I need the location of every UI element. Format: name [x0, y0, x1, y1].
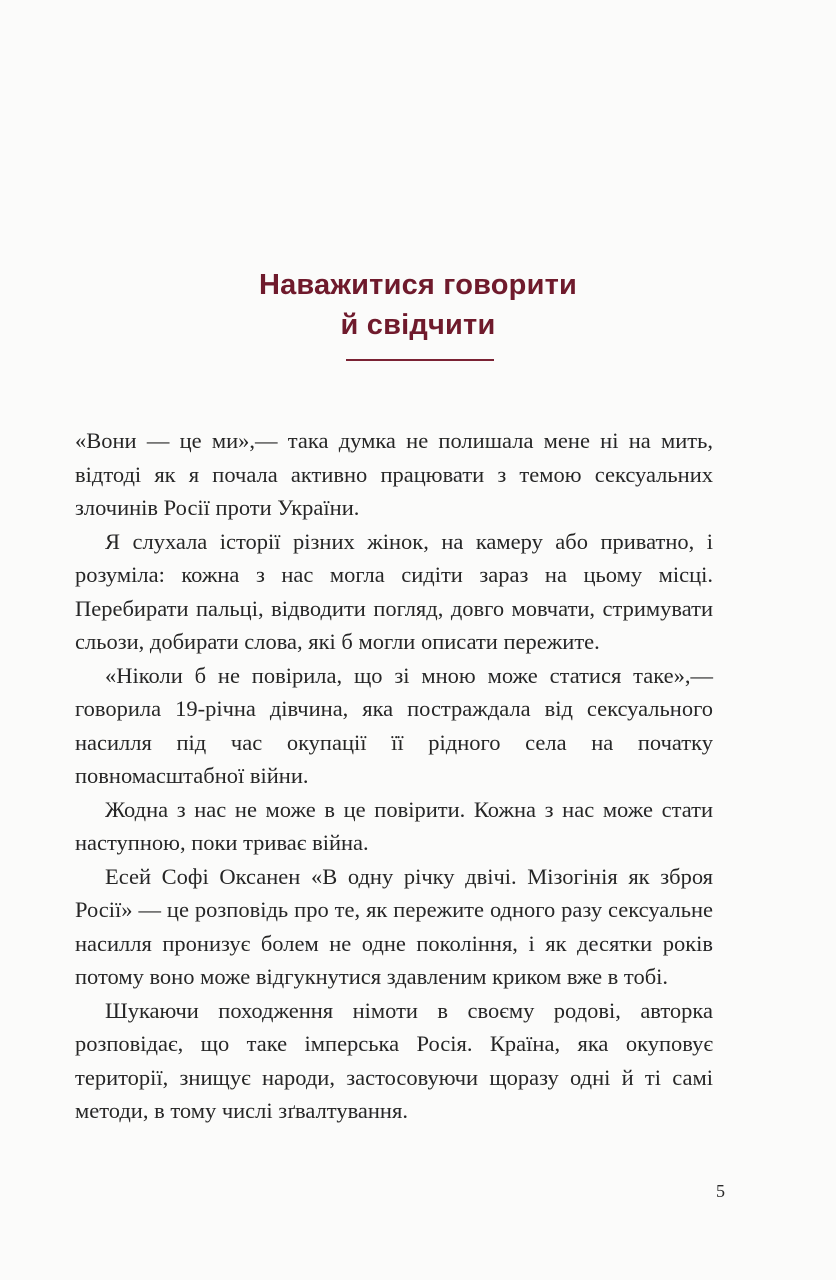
paragraph-2: Я слухала історії різних жінок, на камеру або приватно, і розуміла: кожна з нас могла сидіти зараз на цьому місці. Перебирати пальці, відводити погляд, довго мовчати, стримувати сльози, добирати слова, які б могли описати пережите.: [75, 528, 713, 654]
paragraph-1: «Вони — це ми»,— така думка не полишала мене ні на мить, відтоді як я почала активно працювати з темою сексуальних злочинів Росії проти України.: [75, 428, 713, 520]
paragraph-4: Жодна з нас не може в це повірити. Кожна з нас може стати наступною, поки триває війна.: [75, 796, 713, 855]
title-divider: [346, 359, 494, 361]
paragraph-5: Есей Софі Оксанен «В одну річку двічі. Мізогінія як зброя Росії» — це розповідь про те, як пережите одного разу сексуальне насилля пронизує болем не одне покоління, і як десятки років потому воно може відгукнутися здавленим криком вже в тобі.: [75, 863, 713, 989]
page-number: 5: [716, 1181, 725, 1201]
body-text: [75, 424, 713, 1128]
paragraph-6: Шукаючи походження німоти в своєму родові, авторка розповідає, що таке імперська Росія. Країна, яка окуповує території, знищує народи, застосовуючи щоразу одні й ті самі методи, в тому числі зґвалтування.: [75, 997, 713, 1123]
chapter-title-line-1: Наважитися говорити: [258, 269, 578, 301]
chapter-title: [0, 265, 836, 345]
paragraph-3: «Ніколи б не повірила, що зі мною може статися таке»,— говорила 19-річна дівчина, яка постраждала від сексуального насилля під час окупації її рідного села на початку повномасштабної війни.: [75, 662, 713, 788]
chapter-title-line-2: й свідчити: [340, 309, 496, 341]
